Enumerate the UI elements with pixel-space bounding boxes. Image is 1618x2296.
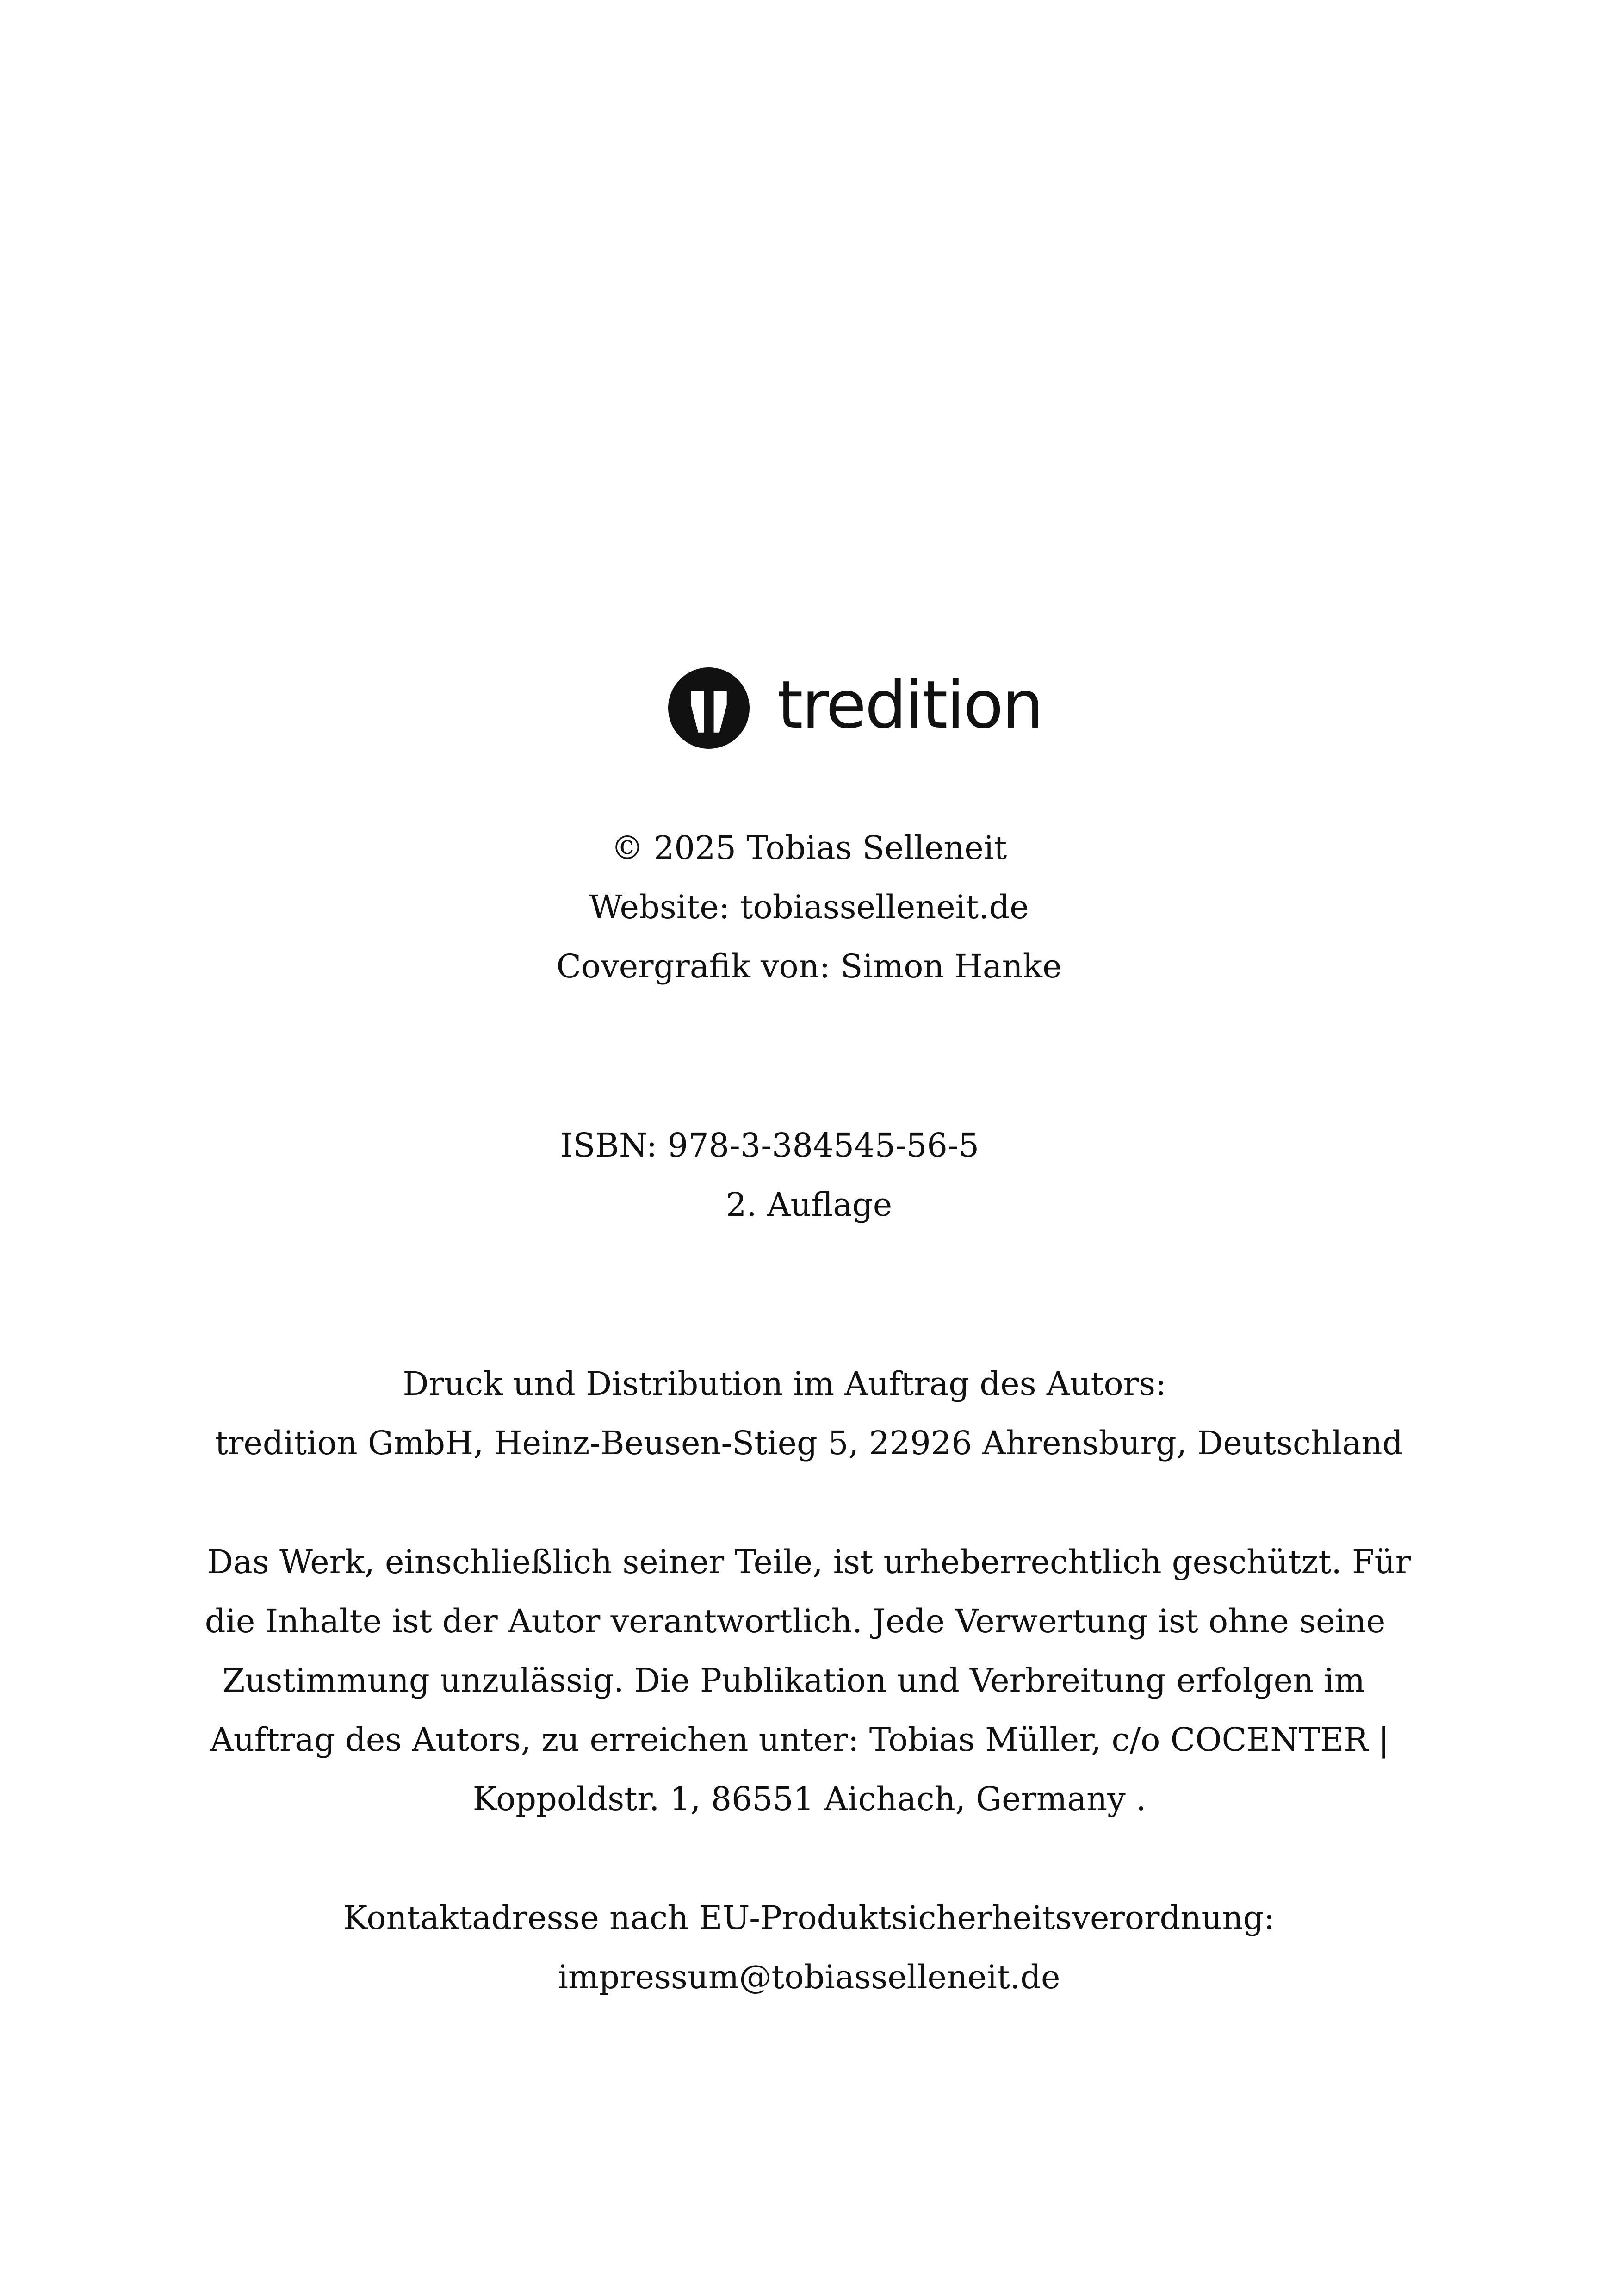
printer-address-line: tredition GmbH, Heinz-Beusen-Stieg 5, 22926 Ahrensburg, Deutschland xyxy=(215,1424,1403,1462)
legal-text-line: Auftrag des Autors, zu erreichen unter: Tobias Müller, c/o COCENTER | xyxy=(210,1721,1389,1759)
legal-text-line: Zustimmung unzulässig. Die Publikation und Verbreitung erfolgen im xyxy=(222,1661,1365,1699)
contact-email: impressum@tobiasselleneit.de xyxy=(558,1958,1060,1996)
tredition-logo-icon xyxy=(668,667,750,749)
legal-text-line: Das Werk, einschließlich seiner Teile, ist urheberrechtlich geschützt. Für xyxy=(207,1543,1411,1581)
copyright-line: © 2025 Tobias Selleneit xyxy=(611,829,1007,867)
edition-line: 2. Auflage xyxy=(725,1186,893,1224)
website-line: Website: tobiasselleneit.de xyxy=(589,888,1029,926)
contact-label-line: Kontaktadresse nach EU-Produktsicherheitsverordnung: xyxy=(343,1899,1275,1937)
isbn-line: ISBN: 978-3-384545-56-5 xyxy=(560,1126,979,1164)
legal-text-line: die Inhalte ist der Autor verantwortlich. Jede Verwertung ist ohne seine xyxy=(205,1602,1386,1640)
legal-text-line: Koppoldstr. 1, 86551 Aichach, Germany . xyxy=(472,1780,1147,1818)
publisher-logo xyxy=(668,666,1042,750)
cover-credit-line: Covergrafik von: Simon Hanke xyxy=(556,947,1062,985)
print-distribution-line: Druck und Distribution im Auftrag des Autors: xyxy=(403,1365,1166,1403)
publisher-wordmark: tredition xyxy=(777,667,1042,743)
